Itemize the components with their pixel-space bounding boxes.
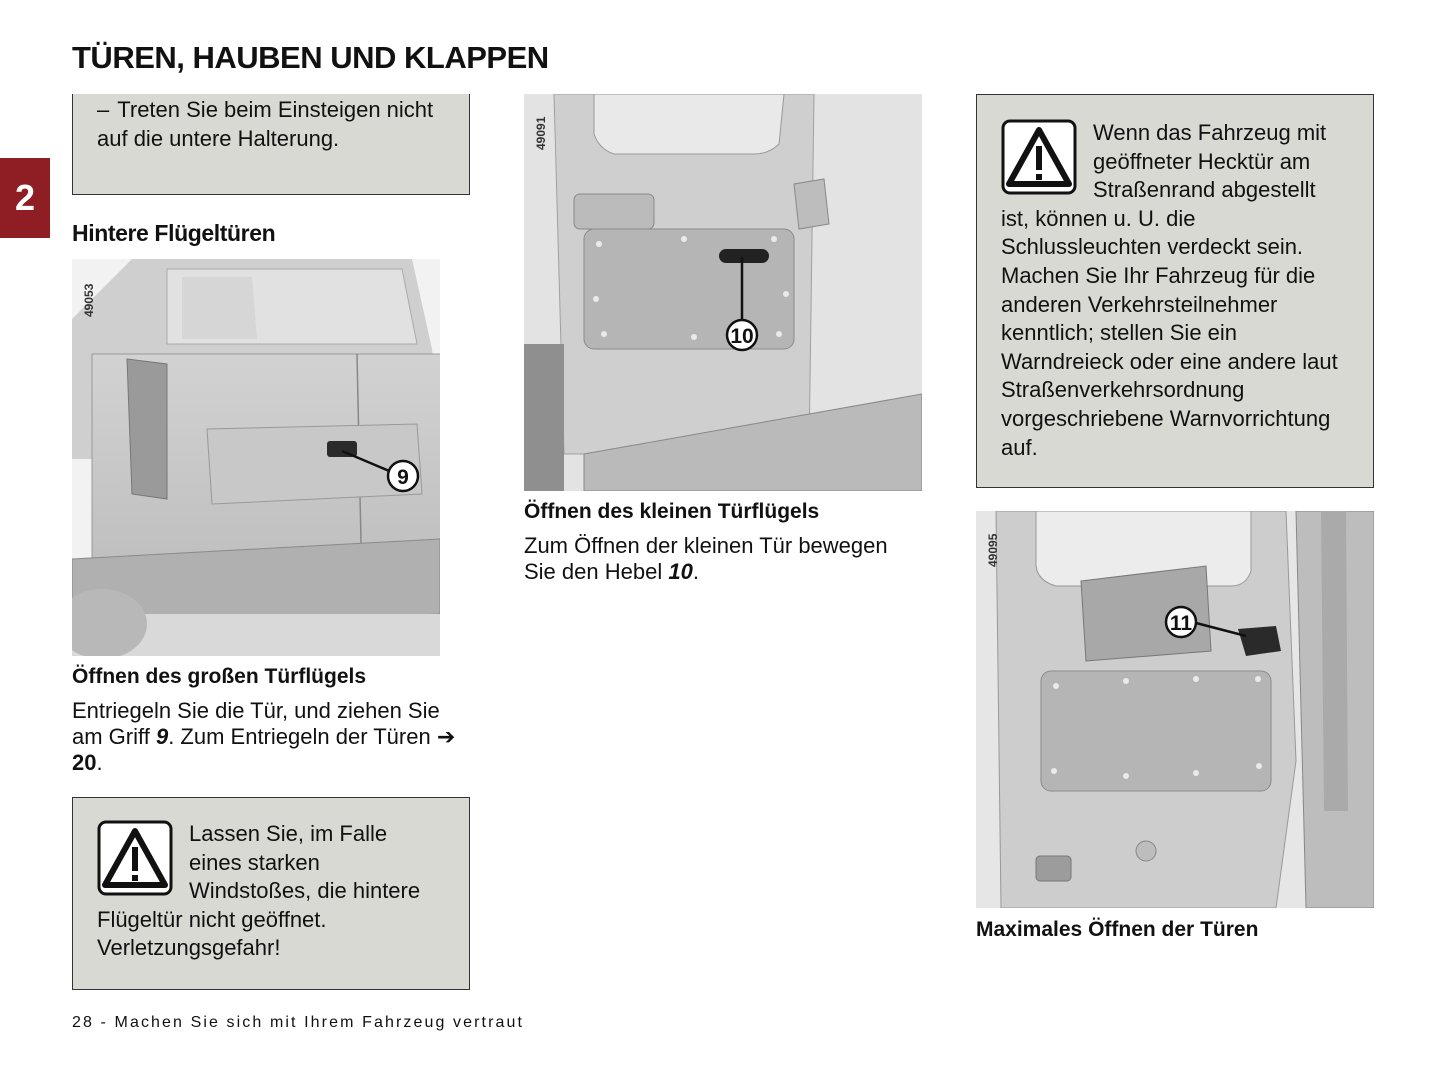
large-door-text: [72, 698, 467, 776]
image-code: 49053: [82, 283, 96, 317]
figure-door-max-open: [976, 511, 1374, 908]
arrow-icon: ➔: [436, 724, 456, 749]
callout-10: 10: [730, 325, 754, 348]
chapter-tab[interactable]: 2: [0, 158, 50, 238]
text-part: Entriegeln Sie die Tür, und ziehen Sie am Griff: [72, 698, 440, 749]
text-part: Zum Öffnen der kleinen Tür bewegen Sie den Hebel: [524, 533, 888, 584]
warning-box-taillights: [976, 94, 1374, 488]
max-open-caption: Maximales Öffnen der Türen: [976, 918, 1259, 941]
figure-rear-doors: [72, 259, 440, 656]
page-title: TÜREN, HAUBEN UND KLAPPEN: [72, 40, 549, 75]
note-text: Treten Sie beim Einsteigen nicht auf die untere Halterung.: [97, 97, 434, 151]
figure-small-door: [524, 94, 922, 491]
text-part: .: [692, 559, 699, 584]
warning-text: Wenn das Fahrzeug mit geöffneter Hecktür am Straßenrand abgestellt ist, können u. U. die Schlussleuchten verdeckt sein. Machen Sie Ihr Fahrzeug für die anderen Verkehrsteilnehmer kenntlich; stellen Sie ein Warndreieck oder eine andere laut Straßenverkehrsordnung vorgeschriebene Warnvorrichtung auf.: [1001, 120, 1338, 460]
warning-triangle-icon: [1001, 119, 1077, 195]
warning-triangle-icon: [97, 820, 173, 896]
note-box-continued: [72, 94, 470, 195]
image-code: 49091: [534, 116, 548, 150]
warning-text: Lassen Sie, im Falle eines starken Windstoßes, die hintere Flügeltür nicht geöffnet. Verletzungsgefahr!: [97, 821, 421, 961]
small-door-text: [524, 533, 919, 585]
callout-11: 11: [1169, 612, 1193, 635]
small-door-caption: Öffnen des kleinen Türflügels: [524, 500, 820, 523]
ref-9: 9: [155, 724, 169, 749]
section-heading: Hintere Flügeltüren: [72, 220, 276, 246]
ref-10: 10: [668, 559, 693, 584]
callout-9: 9: [397, 466, 409, 489]
image-code: 49095: [986, 533, 1000, 567]
page-footer: 28 - Machen Sie sich mit Ihrem Fahrzeug vertraut: [72, 1014, 525, 1031]
large-door-caption: Öffnen des großen Türflügels: [72, 665, 367, 688]
text-part: . Zum Entriegeln der Türen: [168, 724, 437, 749]
page-ref-link[interactable]: 20: [72, 750, 97, 775]
warning-box-wind: [72, 797, 470, 990]
text-part: .: [96, 750, 103, 775]
dash: –: [97, 97, 110, 122]
